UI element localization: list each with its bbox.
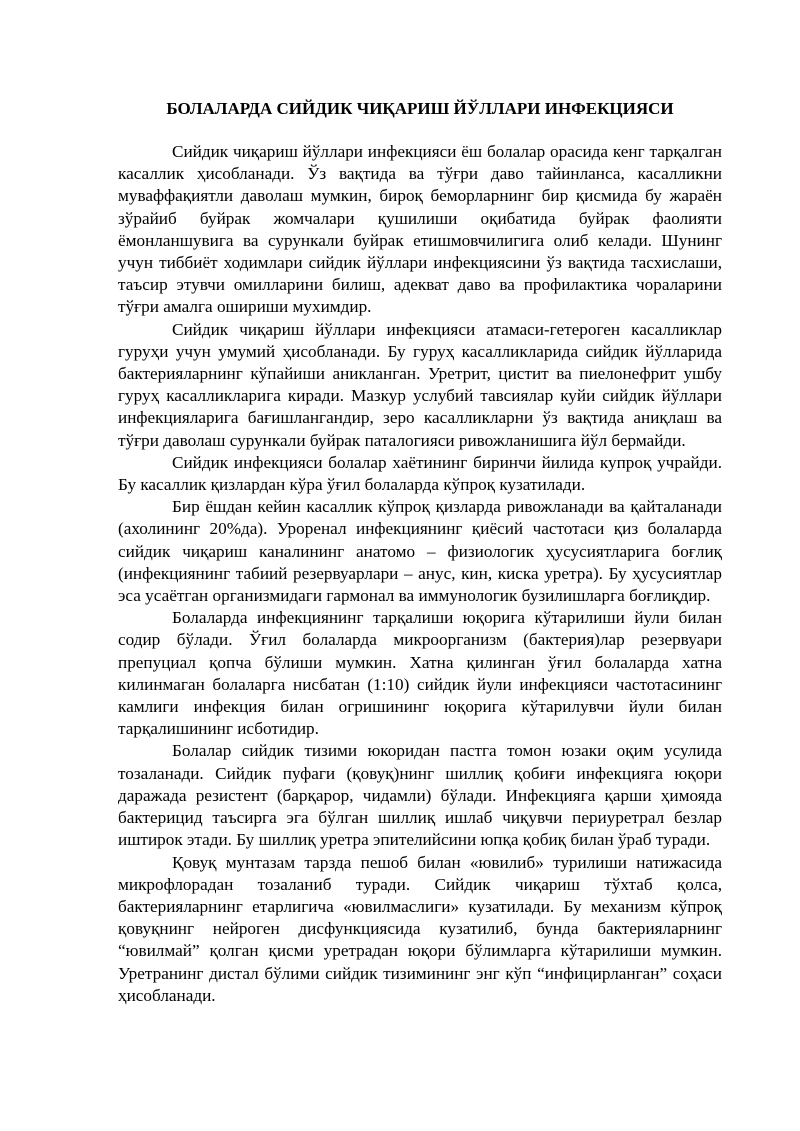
paragraph-1: Сийдик чиқариш йўллари инфекцияси ёш болалар орасида кенг тарқалган касаллик ҳисобланади. Ўз вақтида ва тўғри даво тайинланса, касалликни муваффақиятли даволаш мумкин, бироқ беморларнинг бир қисмида бу жараён зўрайиб буйрак жомчалари қушилиши оқибатида буйрак фаолияти ёмонланшувига ва сурункали буйрак етишмовчилигига олиб келади. Шунинг учун тиббиёт ходимлари сийдик йўллари инфекциясини ўз вақтида тасхислаши, таъсир этувчи омилларини билиш, адекват даво ва профилактика чораларини тўғри амалга ошириши мухимдир. — [118, 142, 722, 317]
paragraph-3: Сийдик инфекцияси болалар хаётининг биринчи йилида купроқ учрайди. Бу касаллик қизлардан кўра ўғил болаларда кўпроқ кузатилади. — [118, 452, 722, 495]
paragraph-4: Бир ёшдан кейин касаллик кўпроқ қизларда ривожланади ва қайталанади (ахолининг 20%да). Уроренал инфекциянинг қиёсий частотаси қиз болаларда сийдик чиқариш каналининг анатомо – физиологик ҳусусиятларига боғлиқ (инфекциянинг табиий резервуарлари – анус, кин, киска уретра). Бу ҳусусиятлар эса усаётган организмидаги гармонал ва иммунологик бузилишларга боғлиқдир. — [118, 497, 722, 606]
document-title: БОЛАЛАРДА СИЙДИК ЧИҚАРИШ ЙЎЛЛАРИ ИНФЕКЦИЯСИ — [166, 99, 674, 118]
paragraph-6: Болалар сийдик тизими юкоридан пастга томон юзаки оқим усулида тозаланади. Сийдик пуфаги (қовуқ)нинг шиллиқ қобиғи инфекцияга юқори даражада резистент (барқарор, чидамли) бўлади. Инфекцияга қарши ҳимояда бактерицид таъсирга эга бўлган шиллиқ ишлаб чиқувчи периуретрал безлар иштирок этади. Бу шиллиқ уретра эпителийсини юпқа қобиқ билан ўраб туради. — [118, 741, 722, 850]
paragraph-5: Болаларда инфекциянинг тарқалиши юқорига кўтарилиши йули билан содир бўлади. Ўғил болаларда микроорганизм (бактерия)лар резервуари препуциал қопча бўлиши мумкин. Хатна қилинган ўғил болаларда хатна килинмаган болаларга нисбатан (1:10) сийдик йули инфекцияси частотасининг камлиги инфекция билан огришининг юқорига кўтарилувчи йули билан тарқалишининг исботидир. — [118, 608, 722, 739]
paragraph-2: Сийдик чиқариш йўллари инфекцияси атамаси-гетероген касалликлар гуруҳи учун умумий ҳисобланади. Бу гуруҳ касалликларида сийдик йўлларида бактерияларнинг кўпайиши аникланган. Уретрит, цистит ва пиелонефрит ушбу гуруҳ касалликларига киради. Мазкур услубий тавсиялар куйи сийдик йўллари инфекцияларига бағишлангандир, зеро касалликларни ўз вақтида аниқлаш ва тўғри даволаш сурункали буйрак паталогияси ривожланишига йўл бермайди. — [118, 319, 722, 450]
paragraph-7: Қовуқ мунтазам тарзда пешоб билан «ювилиб» турилиши натижасида микрофлорадан тозаланиб туради. Сийдик чиқариш тўхтаб қолса, бактерияларнинг етарлигича «ювилмаслиги» кузатилади. Бу механизм кўпроқ қовуқнинг нейроген дисфункциясида кузатилиб, бунда бактерияларнинг “ювилмай” қолган қисми уретрадан юқори бўлимларга кўтарилиши мумкин. Уретранинг дистал бўлими сийдик тизимининг энг кўп “инфицирланган” соҳаси ҳисобланади. — [118, 852, 722, 1005]
document-body — [118, 141, 722, 1007]
